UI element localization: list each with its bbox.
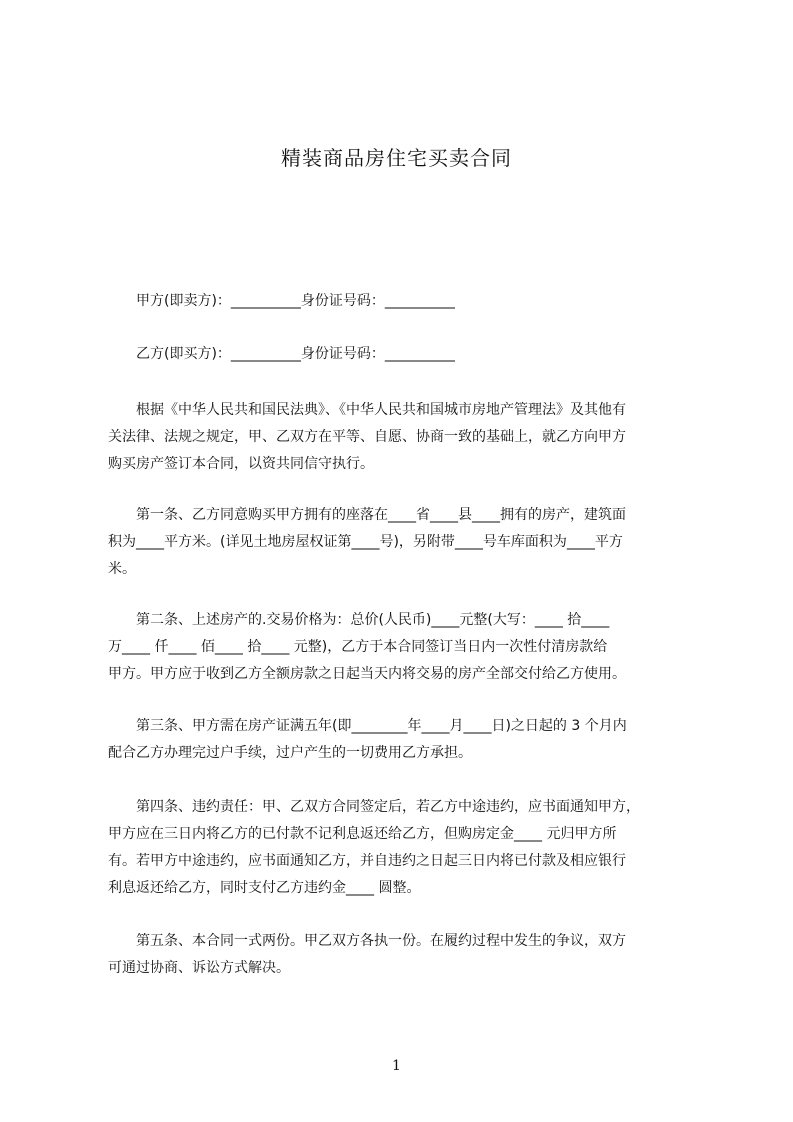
article-3-line: 第三条、甲方需在房产证满五年(即________年____月____日)之日起的 3 个月内 bbox=[108, 718, 627, 734]
preamble-line: 购买房产签订本合同，以资共同信守执行。 bbox=[108, 456, 374, 472]
article-1-line: 第一条、乙方同意购买甲方拥有的座落在____省____县____拥有的房产，建筑面 bbox=[108, 507, 626, 523]
party-b-line: 乙方(即买方)：__________身份证号码：__________ bbox=[136, 346, 455, 362]
article-5-line: 可通过协商、诉讼方式解决。 bbox=[108, 960, 290, 976]
article-4-line: 甲方应在三日内将乙方的已付款不记利息返还给乙方，但购房定金____ 元归甲方所 bbox=[108, 826, 617, 842]
preamble-line: 关法律、法规之规定，甲、乙双方在平等、自愿、协商一致的基础上，就乙方向甲方 bbox=[108, 429, 626, 445]
article-5-line: 第五条、本合同一式两份。甲乙双方各执一份。在履约过程中发生的争议，双方 bbox=[108, 933, 626, 949]
preamble-line: 根据《中华人民共和国民法典》、《中华人民共和国城市房地产管理法》及其他有 bbox=[108, 402, 626, 418]
article-2-line: 第二条、上述房产的.交易价格为：总价(人民币)____元整(大写：____ 拾____ bbox=[108, 612, 610, 628]
article-2-line: 万____ 仟____ 佰____ 拾____ 元整)，乙方于本合同签订当日内一次性付清房款给 bbox=[108, 639, 608, 655]
article-1-line: 米。 bbox=[108, 561, 136, 577]
article-4-line: 利息返还给乙方，同时支付乙方违约金____ 圆整。 bbox=[108, 880, 421, 896]
party-a-line: 甲方(即卖方)：__________身份证号码：__________ bbox=[136, 293, 455, 309]
page-number: 1 bbox=[392, 1058, 401, 1074]
article-4-line: 有。若甲方中途违约，应书面通知乙方，并自违约之日起三日内将已付款及相应银行 bbox=[108, 853, 626, 869]
article-2-line: 甲方。甲方应于收到乙方全额房款之日起当天内将交易的房产全部交付给乙方使用。 bbox=[108, 666, 626, 682]
document-title: 精装商品房住宅买卖合同 bbox=[281, 146, 512, 170]
article-4-line: 第四条、违约责任：甲、乙双方合同签定后，若乙方中途违约，应书面通知甲方， bbox=[108, 799, 640, 815]
article-1-line: 积为____平方米。(详见土地房屋权证第____号)，另附带____号车库面积为____平方 bbox=[108, 534, 623, 550]
article-3-line: 配合乙方办理完过户手续，过户产生的一切费用乙方承担。 bbox=[108, 745, 472, 761]
